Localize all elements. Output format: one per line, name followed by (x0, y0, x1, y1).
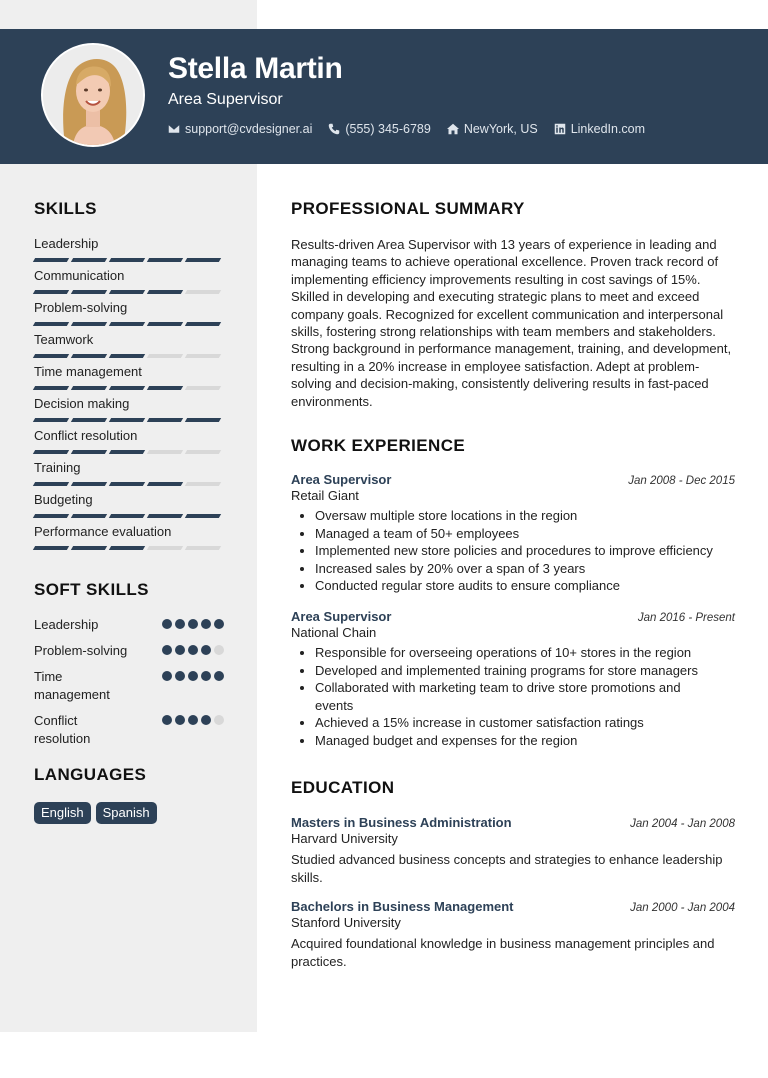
job-date: Jan 2016 - Present (637, 612, 735, 624)
skill-segment (109, 418, 145, 422)
skill-item (34, 300, 224, 332)
soft-skill-dots (162, 619, 224, 629)
skill-segment (71, 290, 107, 294)
skill-label: Communication (34, 268, 125, 283)
skill-segment (71, 386, 107, 390)
rating-dot (201, 715, 211, 725)
job-bullets (291, 507, 735, 595)
summary-heading: PROFESSIONAL SUMMARY (291, 199, 525, 218)
rating-dot (214, 619, 224, 629)
skill-segment (33, 418, 69, 422)
skill-segment (109, 258, 145, 262)
contact-email-text: support@cvdesigner.ai (185, 122, 313, 136)
skill-segment (109, 322, 145, 326)
rating-dot (188, 645, 198, 655)
list-item: • Oversaw multiple store locations in the region (315, 507, 735, 525)
skill-label: Problem-solving (34, 300, 128, 315)
rating-dot (162, 619, 172, 629)
languages-heading: LANGUAGES (34, 765, 147, 784)
soft-skill-dots (162, 671, 224, 681)
soft-skills-heading: SOFT SKILLS (34, 580, 149, 599)
education-entry (291, 815, 735, 886)
skill-item (34, 524, 224, 556)
skill-segment (71, 322, 107, 326)
skill-segment (71, 546, 107, 550)
rating-dot (162, 645, 172, 655)
languages-list (34, 802, 157, 824)
degree-title: Masters in Business Administration (291, 815, 512, 830)
skill-segment (185, 290, 221, 294)
skill-segment (33, 322, 69, 326)
soft-skills-list (34, 616, 224, 756)
rating-dot (175, 715, 185, 725)
skill-label: Leadership (34, 236, 99, 251)
skill-item (34, 236, 224, 268)
skill-bar (34, 290, 224, 294)
school-name: Stanford University (291, 915, 401, 930)
list-item: • Managed budget and expenses for the region (315, 732, 705, 750)
skill-bar (34, 546, 224, 550)
skill-segment (185, 450, 221, 454)
skill-segment (147, 546, 183, 550)
avatar (43, 45, 143, 145)
job-bullets (291, 644, 735, 749)
job-company: National Chain (291, 625, 377, 640)
skill-segment (185, 386, 221, 390)
skill-segment (147, 514, 183, 518)
list-item: • Achieved a 15% increase in customer satisfaction ratings (315, 714, 705, 732)
soft-skill-item (34, 616, 224, 634)
skill-segment (71, 258, 107, 262)
skill-segment (147, 482, 183, 486)
list-item: • Developed and implemented training programs for store managers (315, 662, 705, 680)
degree-description: Studied advanced business concepts and strategies to enhance leadership skills. (291, 852, 723, 885)
skill-label: Conflict resolution (34, 428, 138, 443)
rating-dot (201, 619, 211, 629)
rating-dot (188, 715, 198, 725)
skill-segment (71, 418, 107, 422)
skill-segment (185, 322, 221, 326)
skill-segment (185, 514, 221, 518)
skill-segment (71, 482, 107, 486)
rating-dot (214, 645, 224, 655)
rating-dot (188, 619, 198, 629)
soft-skill-item (34, 712, 224, 748)
skill-segment (71, 514, 107, 518)
skill-segment (147, 450, 183, 454)
contact-linkedin-text: LinkedIn.com (570, 122, 646, 136)
degree-title: Bachelors in Business Management (291, 899, 514, 914)
home-icon (447, 123, 459, 135)
soft-skill-label: Conflict resolution (34, 713, 91, 746)
soft-skill-label: Leadership (34, 617, 99, 632)
list-item: • Conducted regular store audits to ensure compliance (315, 577, 735, 595)
envelope-icon (168, 123, 180, 135)
skill-bar (34, 514, 224, 518)
contact-phone[interactable] (328, 122, 430, 136)
skill-segment (109, 546, 145, 550)
skill-bar (34, 418, 224, 422)
linkedin-icon (554, 123, 566, 135)
skill-label: Teamwork (34, 332, 94, 347)
rating-dot (188, 671, 198, 681)
skill-segment (147, 290, 183, 294)
education-entry (291, 899, 735, 970)
contact-linkedin[interactable] (554, 122, 645, 136)
skill-segment (33, 546, 69, 550)
rating-dot (214, 671, 224, 681)
rating-dot (175, 671, 185, 681)
list-item: • Responsible for overseeing operations of 10+ stores in the region (315, 644, 705, 662)
language-tag: Spanish (96, 802, 157, 824)
skill-segment (33, 354, 69, 358)
experience-entry (291, 609, 735, 749)
job-title: Area Supervisor (291, 472, 392, 487)
contact-location (447, 122, 538, 136)
skill-segment (185, 354, 221, 358)
rating-dot (162, 715, 172, 725)
experience-entry (291, 472, 735, 595)
skill-segment (185, 546, 221, 550)
candidate-name: Stella Martin (168, 52, 343, 85)
list-item: • Managed a team of 50+ employees (315, 525, 735, 543)
rating-dot (201, 671, 211, 681)
skill-bar (34, 258, 224, 262)
skill-bar (34, 482, 224, 486)
skill-segment (147, 258, 183, 262)
contact-email[interactable] (168, 122, 312, 136)
skill-segment (109, 354, 145, 358)
skill-label: Training (34, 460, 81, 475)
skill-segment (185, 482, 221, 486)
skill-label: Budgeting (34, 492, 93, 507)
skill-bar (34, 354, 224, 358)
contact-location-text: NewYork, US (463, 122, 538, 136)
skill-item (34, 460, 224, 492)
skill-label: Time management (34, 364, 142, 379)
degree-description: Acquired foundational knowledge in business management principles and practices. (291, 936, 715, 969)
skill-segment (147, 354, 183, 358)
skill-segment (109, 450, 145, 454)
rating-dot (201, 645, 211, 655)
education-heading: EDUCATION (291, 778, 395, 797)
summary-text: Results-driven Area Supervisor with 13 years of experience in leading and managing teams to achieve operational excellence. Proven track record of implementing efficiency improvements resulting in cost savings of 15%. Skilled in developing and executing strategic plans to meet and exceed company goals. Recognized for excellent communication and interpersonal skills, fostering strong relationships with team members and stakeholders. Strong background in performance management, training, and development, resulting in a 20% increase in employee satisfaction. Adept at problem-solving and decision-making, consistently delivering results in fast-paced environments. (291, 237, 732, 409)
skill-label: Decision making (34, 396, 130, 411)
soft-skill-dots (162, 645, 224, 655)
skills-list (34, 236, 224, 556)
skill-segment (109, 386, 145, 390)
degree-date: Jan 2000 - Jan 2004 (630, 902, 735, 914)
skill-segment (71, 354, 107, 358)
skill-segment (33, 450, 69, 454)
skill-segment (147, 386, 183, 390)
skill-segment (109, 290, 145, 294)
list-item: • Implemented new store policies and procedures to improve efficiency (315, 542, 735, 560)
contact-phone-text: (555) 345-6789 (345, 122, 431, 136)
list-item: • Increased sales by 20% over a span of 3 years (315, 560, 735, 578)
soft-skill-item (34, 642, 224, 660)
skill-segment (71, 450, 107, 454)
experience-heading: WORK EXPERIENCE (291, 436, 466, 455)
skill-segment (185, 258, 221, 262)
rating-dot (175, 619, 185, 629)
soft-skill-label: Time management (34, 669, 110, 702)
skill-bar (34, 386, 224, 390)
skills-heading: SKILLS (34, 199, 97, 218)
skill-segment (33, 290, 69, 294)
school-name: Harvard University (291, 831, 398, 846)
skill-segment (185, 418, 221, 422)
contact-bar (168, 122, 645, 136)
skill-item (34, 268, 224, 300)
rating-dot (175, 645, 185, 655)
skill-item (34, 492, 224, 524)
skill-bar (34, 450, 224, 454)
soft-skill-item (34, 668, 224, 704)
degree-date: Jan 2004 - Jan 2008 (630, 818, 735, 830)
candidate-title: Area Supervisor (168, 91, 283, 108)
skill-item (34, 428, 224, 460)
skill-item (34, 396, 224, 428)
skill-segment (33, 514, 69, 518)
skill-segment (33, 482, 69, 486)
skill-segment (33, 258, 69, 262)
soft-skill-dots (162, 715, 224, 725)
soft-skill-label: Problem-solving (34, 643, 128, 658)
skill-segment (147, 418, 183, 422)
skill-item (34, 364, 224, 396)
job-date: Jan 2008 - Dec 2015 (628, 475, 735, 487)
list-item: • Collaborated with marketing team to drive store promotions and events (315, 679, 705, 714)
job-company: Retail Giant (291, 488, 359, 503)
skill-item (34, 332, 224, 364)
skill-segment (109, 482, 145, 486)
skill-label: Performance evaluation (34, 524, 172, 539)
portrait-image (43, 45, 143, 145)
phone-icon (328, 123, 340, 135)
skill-bar (34, 322, 224, 326)
job-title: Area Supervisor (291, 609, 392, 624)
skill-segment (33, 386, 69, 390)
rating-dot (162, 671, 172, 681)
rating-dot (214, 715, 224, 725)
language-tag: English (34, 802, 91, 824)
skill-segment (147, 322, 183, 326)
skill-segment (109, 514, 145, 518)
